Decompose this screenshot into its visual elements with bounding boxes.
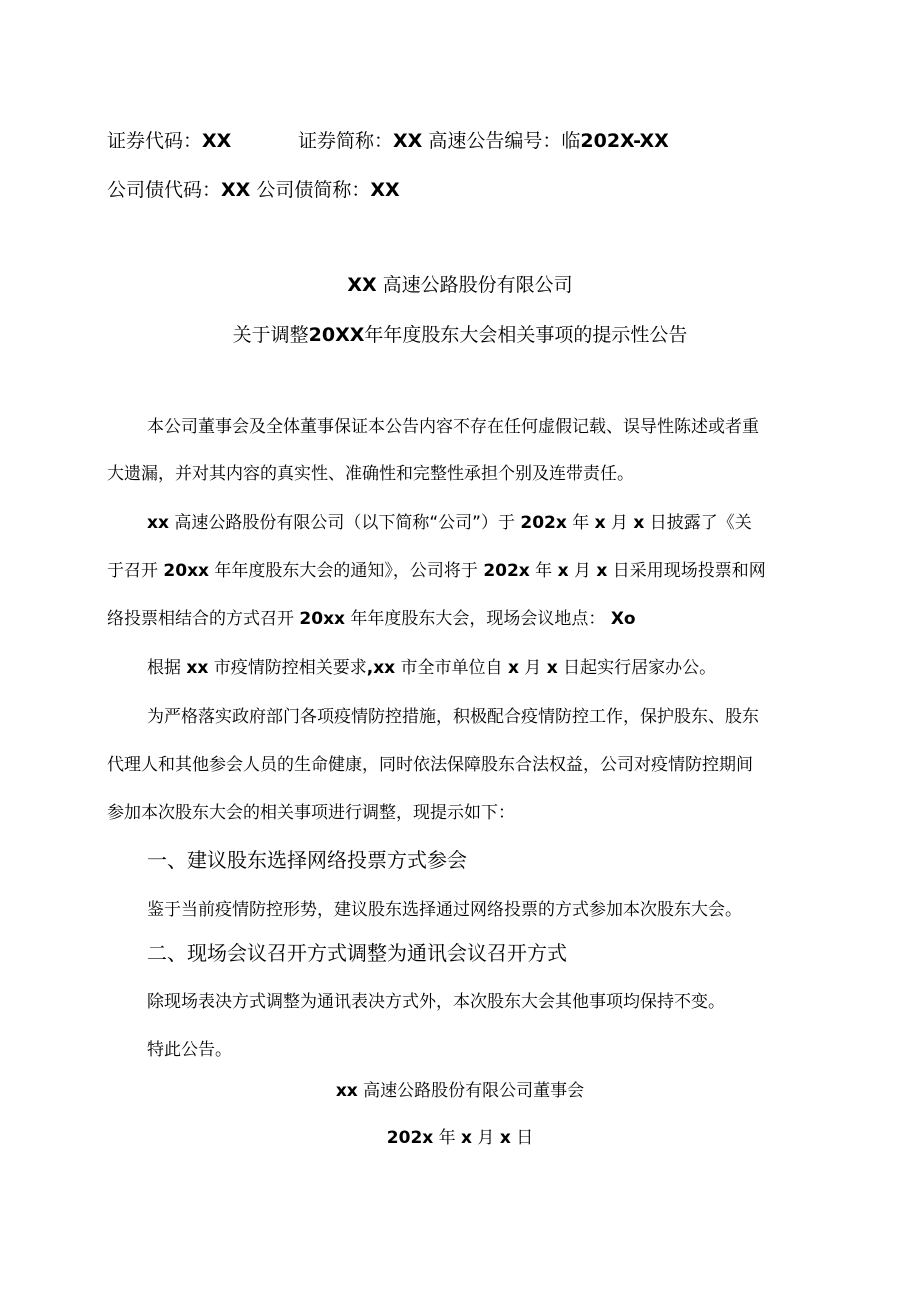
section-heading-1: 一、建议股东选择网络投票方式参会 — [147, 848, 467, 872]
security-short-value: XX — [393, 130, 423, 152]
bond-code-value: XX — [221, 179, 251, 201]
security-short-suffix: 高速公告编号：临 — [428, 130, 581, 152]
section-body-2: 除现场表决方式调整为通讯表决方式外，本次股东大会其他事项均保持不变。 — [147, 992, 725, 1012]
closing-statement: 特此公告。 — [147, 1040, 232, 1060]
title-subject: 关于调整20XX年年度股东大会相关事项的提示性公告 — [232, 324, 688, 346]
para-measures-line-3: 参加本次股东大会的相关事项进行调整，现提示如下： — [107, 803, 515, 823]
header-security-line — [107, 129, 231, 153]
signature-organization: xx 高速公路股份有限公司董事会 — [335, 1081, 585, 1101]
para-local-requirement: 根据 xx 市疫情防控相关要求,xx 市全市单位自 x 月 x 日起实行居家办公。 — [147, 658, 717, 678]
bond-code-label: 公司债代码： — [107, 179, 222, 201]
title-company: XX 高速公路股份有限公司 — [347, 274, 573, 296]
section-body-1: 鉴于当前疫情防控形势，建议股东选择通过网络投票的方式参加本次股东大会。 — [147, 900, 742, 920]
bond-short-label: 公司债简称： — [256, 179, 371, 201]
security-code-value: XX — [202, 130, 232, 152]
header-short-name-line — [298, 129, 669, 153]
para-measures-line-2: 代理人和其他参会人员的生命健康，同时依法保障股东合法权益，公司对疫情防控期间 — [107, 755, 753, 775]
para-measures-line-1: 为严格落实政府部门各项疫情防控措施，积极配合疫情防控工作，保护股东、股东 — [147, 707, 759, 727]
para-statement-line-2: 大遗漏，并对其内容的真实性、准确性和完整性承担个别及连带责任。 — [107, 464, 634, 484]
notice-number: 202X-XX — [580, 130, 669, 152]
header-bond-line — [107, 178, 400, 202]
para-notice-line-3: 络投票相结合的方式召开 20xx 年年度股东大会，现场会议地点： Xo — [107, 609, 636, 629]
para-notice-line-2: 于召开 20xx 年年度股东大会的通知》，公司将于 202x 年 x 月 x 日采用现场投票和网 — [107, 561, 766, 581]
security-code-label: 证券代码： — [107, 130, 203, 152]
para-statement-line-1: 本公司董事会及全体董事保证本公告内容不存在任何虚假记载、误导性陈述或者重 — [147, 417, 759, 437]
section-heading-2: 二、现场会议召开方式调整为通讯会议召开方式 — [147, 941, 567, 965]
bond-short-value: XX — [370, 179, 400, 201]
signature-date: 202x 年 x 月 x 日 — [386, 1128, 534, 1148]
security-short-label: 证券简称： — [298, 130, 394, 152]
para-notice-line-1: xx 高速公路股份有限公司（以下简称“公司”）于 202x 年 x 月 x 日披露了《关 — [147, 513, 752, 533]
